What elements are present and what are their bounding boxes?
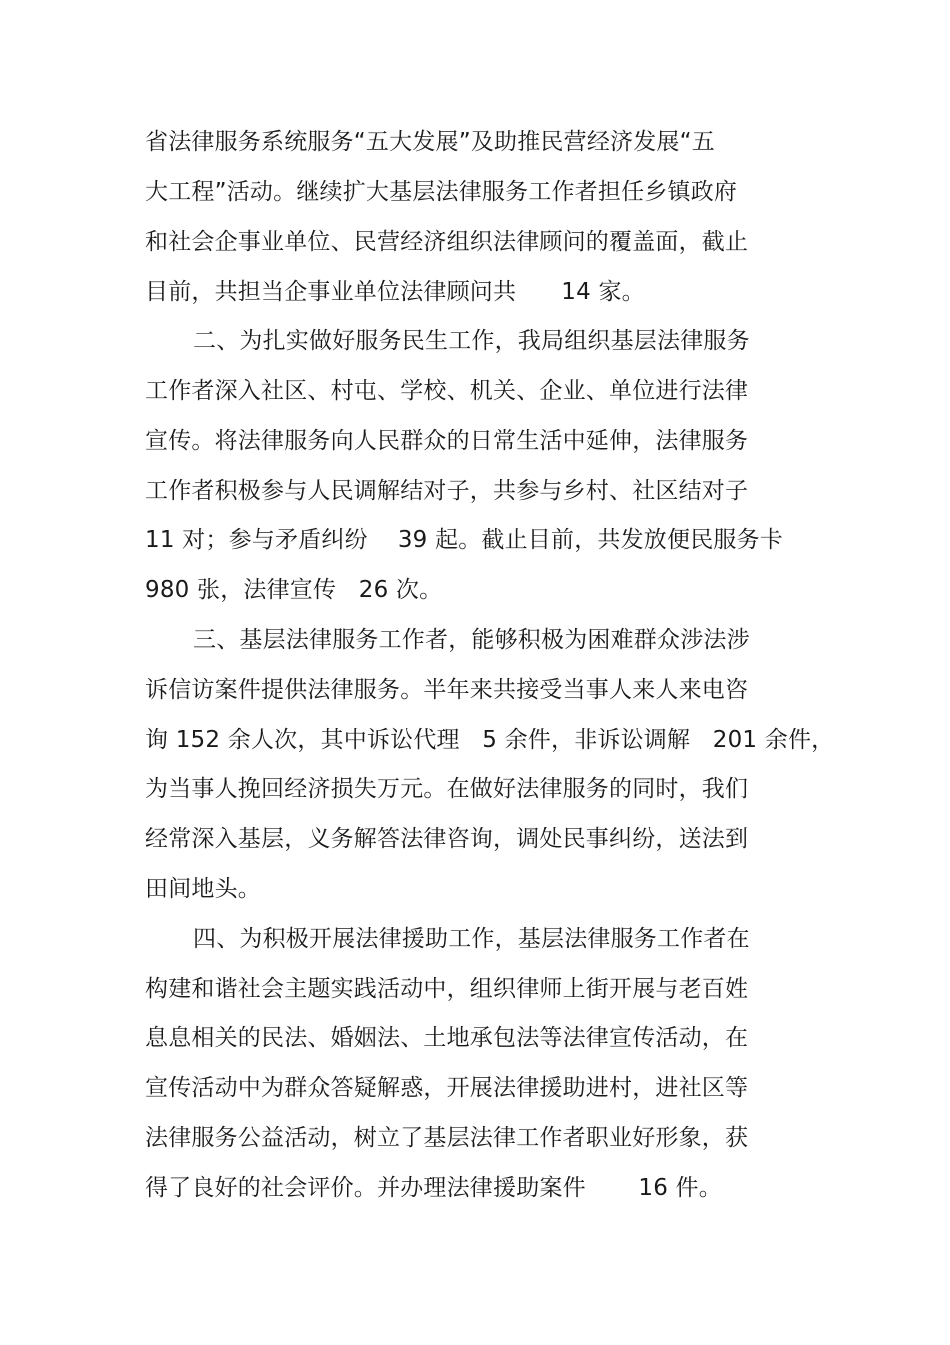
paragraph-3-line-2: 诉信访案件提供法律服务。半年来共接受当事人来人来电咨 <box>145 677 749 703</box>
paragraph-3-line-5: 经常深入基层，义务解答法律咨询，调处民事纠纷，送法到 <box>145 826 749 852</box>
paragraph-2-line-1: 二、为扎实做好服务民生工作，我局组织基层法律服务 <box>193 328 750 354</box>
paragraph-1-line-3: 和社会企事业单位、民营经济组织法律顾问的覆盖面，截止 <box>145 229 749 255</box>
paragraph-4-line-1: 四、为积极开展法律援助工作，基层法律服务工作者在 <box>193 926 750 952</box>
paragraph-2-line-3: 宣传。将法律服务向人民群众的日常生活中延伸，法律服务 <box>145 428 749 454</box>
paragraph-4-line-5: 法律服务公益活动，树立了基层法律工作者职业好形象，获 <box>145 1125 749 1151</box>
paragraph-4-line-3: 息息相关的民法、婚姻法、土地承包法等法律宣传活动，在 <box>145 1025 749 1051</box>
paragraph-1-line-2: 大工程”活动。继续扩大基层法律服务工作者担任乡镇政府 <box>145 179 738 205</box>
paragraph-4-line-4: 宣传活动中为群众答疑解惑，开展法律援助进村，进社区等 <box>145 1075 749 1101</box>
paragraph-3-line-1: 三、基层法律服务工作者，能够积极为困难群众涉法涉 <box>193 627 750 653</box>
paragraph-4-line-2: 构建和谐社会主题实践活动中，组织律师上街开展与老百姓 <box>145 976 749 1002</box>
paragraph-2-line-2: 工作者深入社区、村屯、学校、机关、企业、单位进行法律 <box>145 378 749 404</box>
paragraph-3-line-4: 为当事人挽回经济损失万元。在做好法律服务的同时，我们 <box>145 776 749 802</box>
paragraph-2-line-4: 工作者积极参与人民调解结对子，共参与乡村、社区结对子 <box>145 478 749 504</box>
paragraph-1-line-4: 目前，共担当企事业单位法律顾问共 14 家。 <box>145 279 645 305</box>
paragraph-2-line-6: 980 张，法律宣传 26 次。 <box>145 577 443 603</box>
paragraph-3-line-3: 询 152 余人次，其中诉讼代理 5 余件，非诉讼调解 201 余件， <box>145 727 835 753</box>
paragraph-3-line-6: 田间地头。 <box>145 876 261 902</box>
paragraph-1-line-1: 省法律服务系统服务“五大发展”及助推民营经济发展“五 <box>145 129 715 155</box>
paragraph-2-line-5: 11 对；参与矛盾纠纷 39 起。截止目前，共发放便民服务卡 <box>145 527 783 553</box>
paragraph-4-line-6: 得了良好的社会评价。并办理法律援助案件 16 件。 <box>145 1175 722 1201</box>
